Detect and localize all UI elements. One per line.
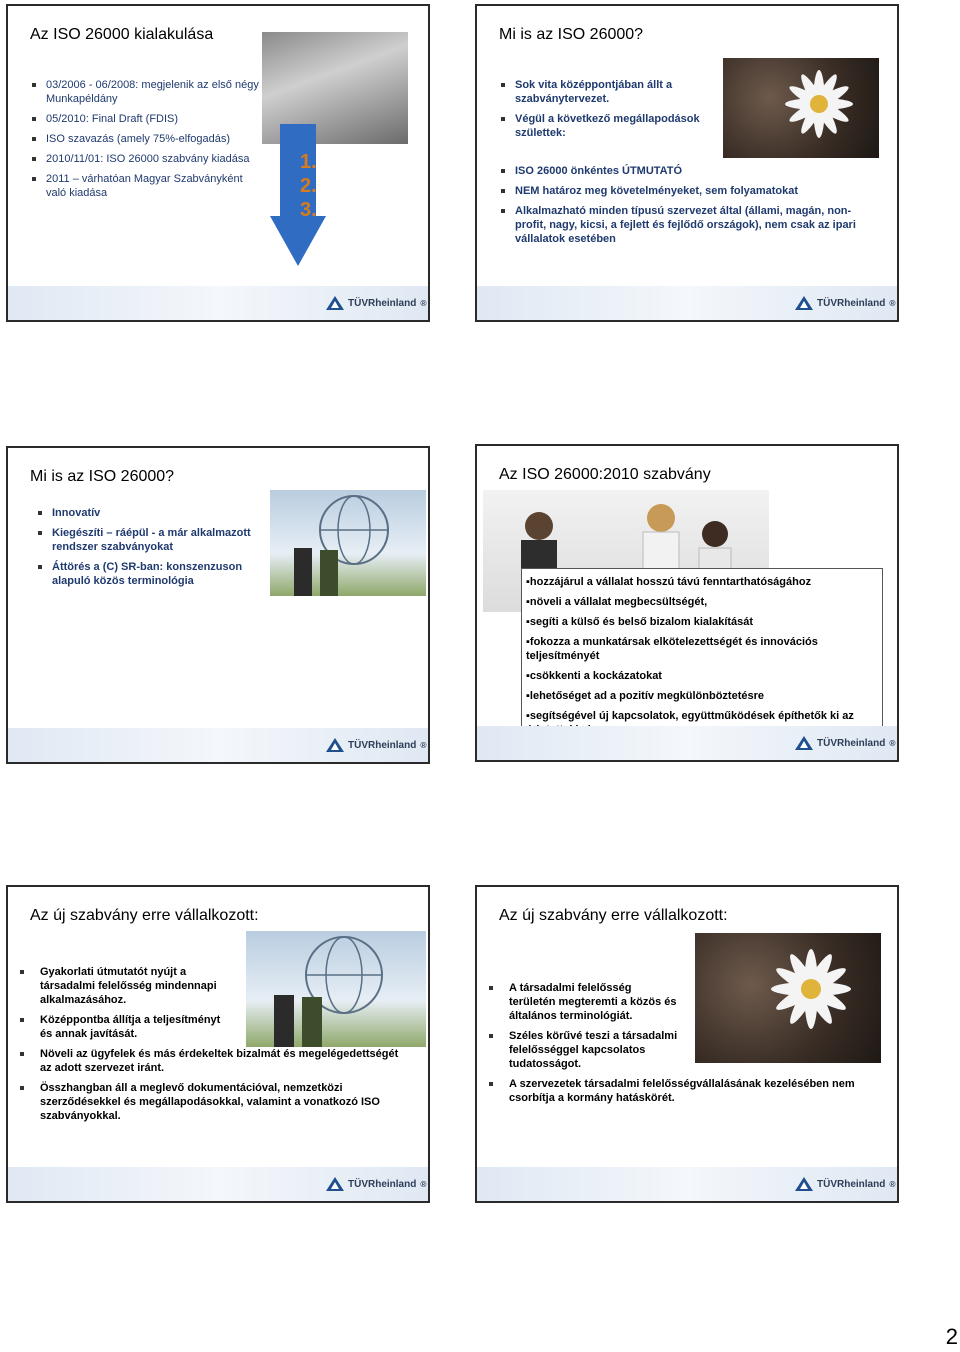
logo-text: TÜVRheinland bbox=[348, 739, 417, 751]
tuv-logo bbox=[326, 738, 426, 752]
slide-footer bbox=[8, 728, 428, 762]
bullet-list bbox=[501, 78, 701, 146]
list-item: 2011 – várhatóan Magyar Szabványként való kiadása bbox=[32, 172, 264, 200]
bullet-list bbox=[489, 981, 879, 1111]
bullet-list bbox=[38, 506, 268, 594]
slide-title: Mi is az ISO 26000? bbox=[30, 468, 175, 485]
slide-2 bbox=[475, 4, 899, 322]
logo-mark: ® bbox=[889, 298, 896, 308]
benefit-item: ▪növeli a vállalat megbecsültségét, bbox=[526, 596, 708, 608]
tuv-triangle-icon bbox=[326, 296, 344, 310]
benefits-box bbox=[521, 568, 883, 738]
list-item: ISO 26000 önkéntes ÚTMUTATÓ bbox=[501, 164, 881, 178]
tuv-triangle-icon bbox=[795, 1177, 813, 1191]
list-item: Összhangban áll a meglevő dokumentációval, nemzetközi szerződésekkel és megállapodásokkal, valamint a vonatkozó ISO szabványokkal. bbox=[20, 1081, 400, 1123]
list-item: Végül a következő megállapodások születtek: bbox=[501, 112, 701, 140]
slide-title: Mi is az ISO 26000? bbox=[499, 26, 644, 43]
slide-footer bbox=[477, 286, 897, 320]
slide-title: Az új szabvány erre vállalkozott: bbox=[499, 907, 728, 924]
step-numbers bbox=[300, 150, 317, 222]
benefit-item: ▪segítségével új kapcsolatok, együttműködések építhetők ki az bbox=[526, 710, 854, 722]
bullet-list bbox=[32, 78, 264, 206]
tuv-logo bbox=[795, 296, 895, 310]
globe-icon bbox=[270, 490, 426, 596]
logo-mark: ® bbox=[420, 298, 427, 308]
daisy-icon bbox=[723, 58, 879, 158]
list-item: NEM határoz meg követelményeket, sem folyamatokat bbox=[501, 184, 881, 198]
globe-photo bbox=[270, 490, 426, 596]
list-item: A társadalmi felelősség területén megteremti a közös és általános terminológiát. bbox=[489, 981, 879, 1023]
list-item: A szervezetek társadalmi felelősségvállalásának kezelésében nem csorbítja a kormány hatáskörét. bbox=[489, 1077, 879, 1105]
slide-title: Az ISO 26000 kialakulása bbox=[30, 26, 214, 43]
tuv-logo bbox=[795, 736, 895, 750]
list-item: Áttörés a (C) SR-ban: konszenzuson alapuló közös terminológia bbox=[38, 560, 268, 588]
tuv-logo bbox=[326, 1177, 426, 1191]
slide-6 bbox=[475, 885, 899, 1203]
list-item: Gyakorlati útmutatót nyújt a társadalmi felelősség mindennapi alkalmazásához. bbox=[20, 965, 400, 1007]
tuv-triangle-icon bbox=[795, 296, 813, 310]
slide-footer bbox=[477, 726, 897, 760]
benefit-item: ▪lehetőséget ad a pozitív megkülönböztetésre bbox=[526, 690, 765, 702]
list-item: 03/2006 - 06/2008: megjelenik az első négy Munkapéldány bbox=[32, 78, 264, 106]
list-item: Középpontba állítja a teljesítményt és annak javítását. bbox=[20, 1013, 400, 1041]
slide-footer bbox=[8, 286, 428, 320]
benefit-item: ▪hozzájárul a vállalat hosszú távú fenntarthatóságához bbox=[526, 576, 812, 588]
step-number: 1. bbox=[300, 151, 317, 173]
list-item: Innovatív bbox=[38, 506, 268, 520]
tuv-triangle-icon bbox=[326, 738, 344, 752]
tuv-logo bbox=[795, 1177, 895, 1191]
slide-footer bbox=[8, 1167, 428, 1201]
slide-footer bbox=[477, 1167, 897, 1201]
tuv-logo bbox=[326, 296, 426, 310]
tuv-triangle-icon bbox=[326, 1177, 344, 1191]
logo-mark: ® bbox=[889, 738, 896, 748]
benefit-item: ▪segíti a külső és belső bizalom kialakítását bbox=[526, 616, 754, 628]
step-number: 3. bbox=[300, 199, 317, 221]
logo-text: TÜVRheinland bbox=[348, 297, 417, 309]
tuv-triangle-icon bbox=[795, 736, 813, 750]
slide-3 bbox=[6, 446, 430, 764]
slide-5 bbox=[6, 885, 430, 1203]
slide-title: Az új szabvány erre vállalkozott: bbox=[30, 907, 259, 924]
logo-text: TÜVRheinland bbox=[817, 297, 886, 309]
logo-mark: ® bbox=[420, 740, 427, 750]
list-item: Növeli az ügyfelek és más érdekeltek bizalmát és megelégedettségét az adott szervezet iránt. bbox=[20, 1047, 400, 1075]
page-number: 2 bbox=[945, 1324, 958, 1349]
benefit-item: ▪csökkenti a kockázatokat bbox=[526, 670, 662, 682]
slide-1 bbox=[6, 4, 430, 322]
logo-mark: ® bbox=[420, 1179, 427, 1189]
list-item: Alkalmazható minden típusú szervezet által (állami, magán, non-profit, nagy, kicsi, a fejlett és fejlődő országok), nem csak az ipari vállalatok esetében bbox=[501, 204, 881, 246]
list-item: 2010/11/01: ISO 26000 szabvány kiadása bbox=[32, 152, 264, 166]
down-arrow-icon bbox=[270, 124, 326, 266]
slide-title: Az ISO 26000:2010 szabvány bbox=[499, 466, 711, 483]
list-item: ISO szavazás (amely 75%-elfogadás) bbox=[32, 132, 264, 146]
list-item: Sok vita középpontjában állt a szabványtervezet. bbox=[501, 78, 701, 106]
logo-text: TÜVRheinland bbox=[348, 1178, 417, 1190]
list-item: 05/2010: Final Draft (FDIS) bbox=[32, 112, 264, 126]
step-number: 2. bbox=[300, 175, 317, 197]
logo-text: TÜVRheinland bbox=[817, 1178, 886, 1190]
logo-text: TÜVRheinland bbox=[817, 737, 886, 749]
list-item: Széles körűvé teszi a társadalmi felelősséggel kapcsolatos tudatosságot. bbox=[489, 1029, 879, 1071]
slide-4 bbox=[475, 444, 899, 762]
bullet-list bbox=[20, 965, 400, 1129]
list-item: Kiegészíti – ráépül - a már alkalmazott rendszer szabványokat bbox=[38, 526, 268, 554]
daisy-photo bbox=[723, 58, 879, 158]
bullet-list bbox=[501, 164, 881, 252]
benefit-item: ▪fokozza a munkatársak elkötelezettségét és innovációs teljesítményét bbox=[526, 636, 818, 662]
logo-mark: ® bbox=[889, 1179, 896, 1189]
